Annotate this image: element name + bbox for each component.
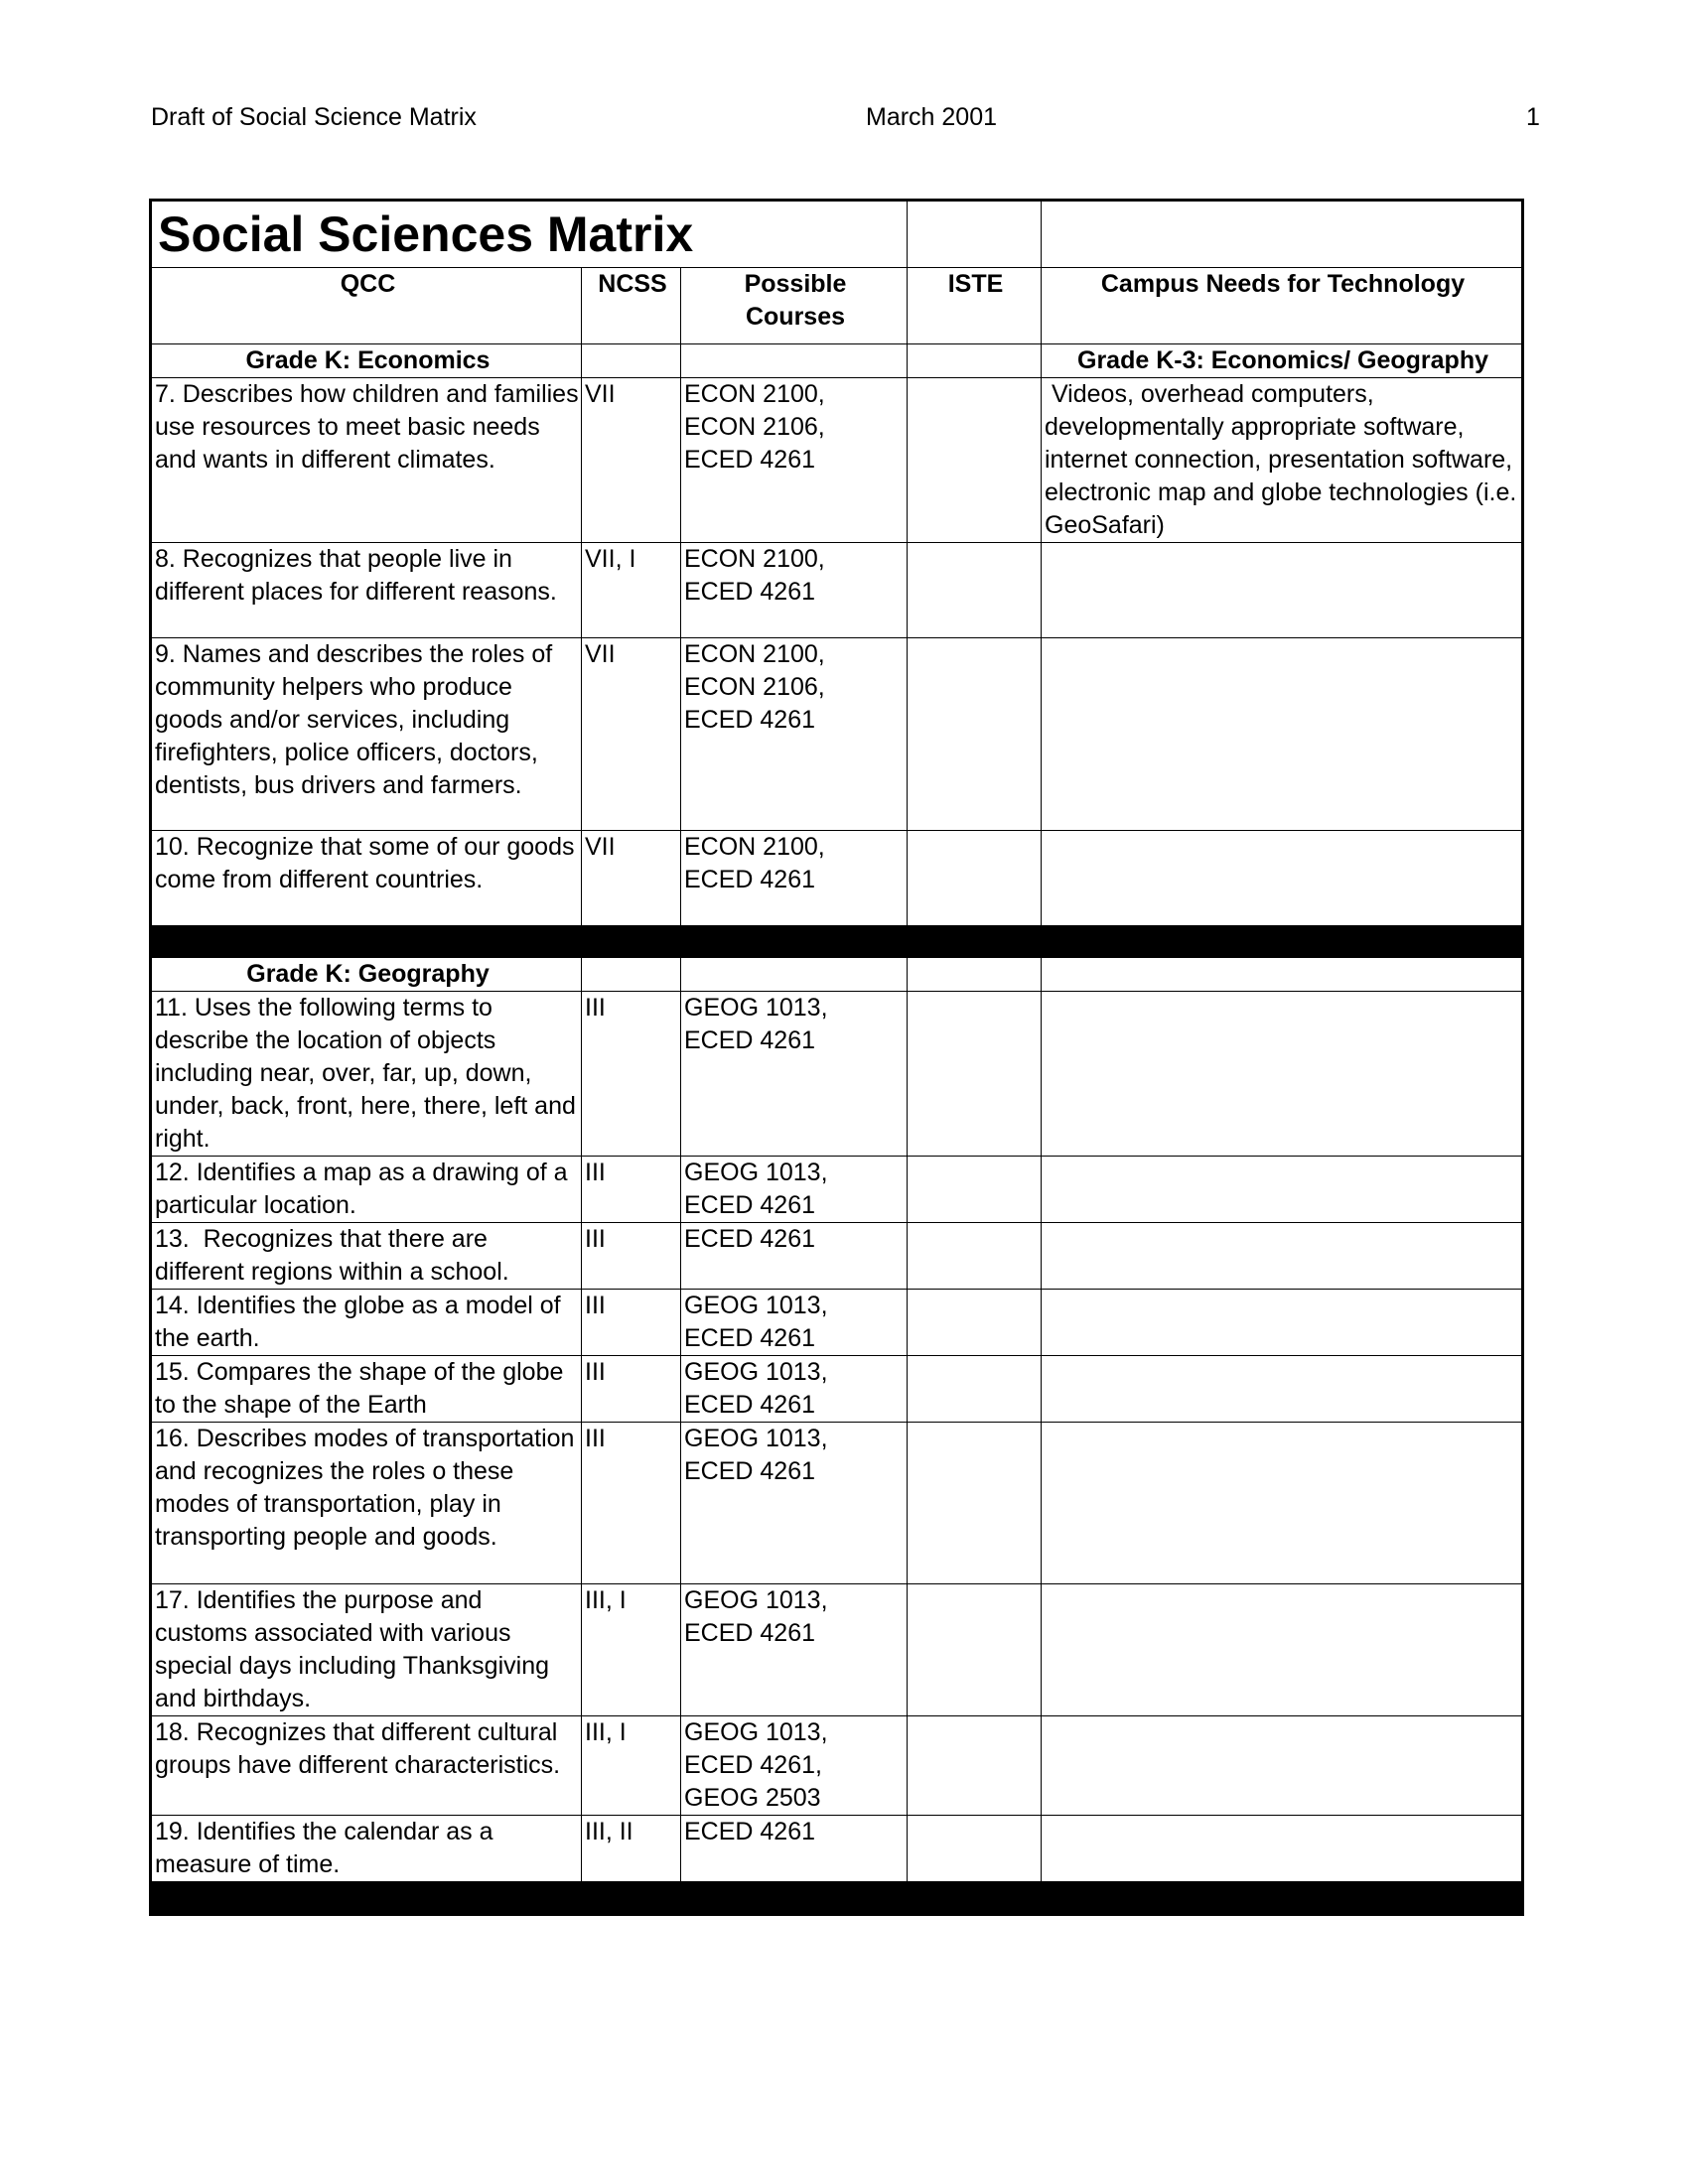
campus-needs-cell bbox=[1042, 1356, 1523, 1423]
qcc-cell: 12. Identifies a map as a drawing of a particular location. bbox=[151, 1157, 582, 1223]
column-header-qcc: QCC bbox=[151, 268, 582, 344]
courses-cell bbox=[681, 1716, 908, 1816]
course-entry: ECED 4261 bbox=[684, 446, 816, 474]
ncss-cell: III, I bbox=[582, 1716, 681, 1816]
table-row bbox=[151, 831, 1523, 926]
campus-grade-label: Grade K-3: Economics/ Geography bbox=[1042, 344, 1523, 378]
ncss-cell: III, II bbox=[582, 1816, 681, 1882]
course-entry: ECED 4261 bbox=[684, 706, 816, 734]
section-divider-bar bbox=[151, 926, 1523, 958]
campus-needs-cell bbox=[1042, 638, 1523, 831]
courses-cell bbox=[681, 831, 908, 926]
qcc-cell: 17. Identifies the purpose and customs associated with various special days including Thanksgiving and birthdays. bbox=[151, 1584, 582, 1716]
column-header-iste: ISTE bbox=[908, 268, 1042, 344]
column-header-courses bbox=[681, 268, 908, 344]
course-entry: GEOG 2503 bbox=[684, 1784, 821, 1812]
iste-cell bbox=[908, 1157, 1042, 1223]
course-entry: ECED 4261 bbox=[684, 1324, 816, 1352]
column-header-row bbox=[151, 268, 1523, 344]
course-entry: ECON 2106, bbox=[684, 673, 825, 701]
ncss-cell: III bbox=[582, 992, 681, 1157]
course-entry: ECED 4261 bbox=[684, 1225, 816, 1253]
empty-cell bbox=[582, 958, 681, 992]
ncss-cell: III bbox=[582, 1290, 681, 1356]
ncss-cell: VII bbox=[582, 638, 681, 831]
table-row bbox=[151, 1423, 1523, 1584]
iste-cell bbox=[908, 1584, 1042, 1716]
table-row bbox=[151, 1816, 1523, 1882]
iste-cell bbox=[908, 1356, 1042, 1423]
course-entry: ECED 4261 bbox=[684, 1818, 816, 1845]
course-entry: GEOG 1013, bbox=[684, 1292, 828, 1319]
campus-grade-label bbox=[1042, 958, 1523, 992]
title-row-iste-cell bbox=[908, 201, 1042, 268]
course-entry: ECON 2100, bbox=[684, 833, 825, 861]
course-entry: ECED 4261 bbox=[684, 1619, 816, 1647]
campus-needs-cell bbox=[1042, 543, 1523, 638]
course-entry: ECON 2100, bbox=[684, 380, 825, 408]
grade-row-geography bbox=[151, 958, 1523, 992]
courses-cell bbox=[681, 992, 908, 1157]
ncss-cell: III bbox=[582, 1223, 681, 1290]
grade-label: Grade K: Economics bbox=[151, 344, 582, 378]
course-entry: ECON 2100, bbox=[684, 545, 825, 573]
column-header-ncss: NCSS bbox=[582, 268, 681, 344]
page-header-left: Draft of Social Science Matrix bbox=[151, 103, 477, 131]
courses-cell bbox=[681, 1584, 908, 1716]
title-row bbox=[151, 201, 1523, 268]
social-sciences-matrix-table bbox=[149, 199, 1524, 1916]
ncss-cell: III bbox=[582, 1356, 681, 1423]
qcc-cell: 15. Compares the shape of the globe to the shape of the Earth bbox=[151, 1356, 582, 1423]
qcc-cell: 14. Identifies the globe as a model of the earth. bbox=[151, 1290, 582, 1356]
campus-needs-cell bbox=[1042, 1816, 1523, 1882]
column-header-courses-line1: Possible bbox=[744, 270, 847, 298]
iste-cell bbox=[908, 1290, 1042, 1356]
course-entry: ECED 4261, bbox=[684, 1751, 822, 1779]
course-entry: GEOG 1013, bbox=[684, 1718, 828, 1746]
course-entry: ECON 2100, bbox=[684, 640, 825, 668]
column-header-courses-line2: Courses bbox=[745, 303, 846, 331]
qcc-cell: 8. Recognizes that people live in different places for different reasons. bbox=[151, 543, 582, 638]
campus-needs-cell bbox=[1042, 1223, 1523, 1290]
course-entry: GEOG 1013, bbox=[684, 1586, 828, 1614]
table-row bbox=[151, 1716, 1523, 1816]
courses-cell bbox=[681, 1290, 908, 1356]
iste-cell bbox=[908, 378, 1042, 543]
qcc-cell: 13. Recognizes that there are different regions within a school. bbox=[151, 1223, 582, 1290]
course-entry: ECED 4261 bbox=[684, 1457, 816, 1485]
iste-cell bbox=[908, 1816, 1042, 1882]
qcc-cell: 11. Uses the following terms to describe the location of objects including near, over, far, up, down, under, back, front, here, there, left and right. bbox=[151, 992, 582, 1157]
qcc-cell: 18. Recognizes that different cultural groups have different characteristics. bbox=[151, 1716, 582, 1816]
courses-cell bbox=[681, 638, 908, 831]
ncss-cell: III, I bbox=[582, 1584, 681, 1716]
qcc-cell: 7. Describes how children and families use resources to meet basic needs and wants in different climates. bbox=[151, 378, 582, 543]
iste-cell bbox=[908, 1223, 1042, 1290]
qcc-cell: 9. Names and describes the roles of community helpers who produce goods and/or services, including firefighters, police officers, doctors, dentists, bus drivers and farmers. bbox=[151, 638, 582, 831]
iste-cell bbox=[908, 1423, 1042, 1584]
ncss-cell: VII, I bbox=[582, 543, 681, 638]
iste-cell bbox=[908, 638, 1042, 831]
empty-cell bbox=[681, 958, 908, 992]
page-header-date: March 2001 bbox=[866, 103, 998, 131]
courses-cell bbox=[681, 1223, 908, 1290]
table-row bbox=[151, 1584, 1523, 1716]
course-entry: ECED 4261 bbox=[684, 1391, 816, 1419]
title-row-campus-cell bbox=[1042, 201, 1523, 268]
campus-needs-cell bbox=[1042, 1423, 1523, 1584]
courses-cell bbox=[681, 1356, 908, 1423]
courses-cell bbox=[681, 543, 908, 638]
table-row bbox=[151, 378, 1523, 543]
course-entry: ECED 4261 bbox=[684, 578, 816, 606]
table-row bbox=[151, 1356, 1523, 1423]
campus-needs-cell bbox=[1042, 1716, 1523, 1816]
table-row bbox=[151, 992, 1523, 1157]
qcc-cell: 19. Identifies the calendar as a measure of time. bbox=[151, 1816, 582, 1882]
ncss-cell: III bbox=[582, 1423, 681, 1584]
campus-needs-cell bbox=[1042, 831, 1523, 926]
table-row bbox=[151, 543, 1523, 638]
grade-row-economics bbox=[151, 344, 1523, 378]
section-divider bbox=[151, 1882, 1523, 1915]
campus-needs-cell: Videos, overhead computers, developmentally appropriate software, internet connection, presentation software, electronic map and globe technologies (i.e. GeoSafari) bbox=[1042, 378, 1523, 543]
campus-needs-cell bbox=[1042, 1584, 1523, 1716]
qcc-cell: 16. Describes modes of transportation and recognizes the roles o these modes of transportation, play in transporting people and goods. bbox=[151, 1423, 582, 1584]
table-row bbox=[151, 1157, 1523, 1223]
iste-cell bbox=[908, 992, 1042, 1157]
course-entry: GEOG 1013, bbox=[684, 994, 828, 1022]
column-header-campus: Campus Needs for Technology bbox=[1042, 268, 1523, 344]
section-divider-bar bbox=[151, 1882, 1523, 1915]
course-entry: ECON 2106, bbox=[684, 413, 825, 441]
grade-label: Grade K: Geography bbox=[151, 958, 582, 992]
empty-cell bbox=[908, 344, 1042, 378]
ncss-cell: VII bbox=[582, 378, 681, 543]
empty-cell bbox=[908, 958, 1042, 992]
table-row bbox=[151, 638, 1523, 831]
campus-needs-cell bbox=[1042, 1290, 1523, 1356]
empty-cell bbox=[582, 344, 681, 378]
courses-cell bbox=[681, 1157, 908, 1223]
empty-cell bbox=[681, 344, 908, 378]
course-entry: GEOG 1013, bbox=[684, 1358, 828, 1386]
iste-cell bbox=[908, 831, 1042, 926]
course-entry: ECED 4261 bbox=[684, 866, 816, 893]
courses-cell bbox=[681, 1423, 908, 1584]
courses-cell bbox=[681, 1816, 908, 1882]
iste-cell bbox=[908, 1716, 1042, 1816]
courses-cell bbox=[681, 378, 908, 543]
course-entry: ECED 4261 bbox=[684, 1191, 816, 1219]
page-number: 1 bbox=[1526, 103, 1540, 131]
table-row bbox=[151, 1290, 1523, 1356]
iste-cell bbox=[908, 543, 1042, 638]
table-title: Social Sciences Matrix bbox=[151, 201, 908, 268]
ncss-cell: III bbox=[582, 1157, 681, 1223]
section-divider bbox=[151, 926, 1523, 958]
course-entry: GEOG 1013, bbox=[684, 1425, 828, 1452]
campus-needs-cell bbox=[1042, 1157, 1523, 1223]
qcc-cell: 10. Recognize that some of our goods come from different countries. bbox=[151, 831, 582, 926]
table-row bbox=[151, 1223, 1523, 1290]
course-entry: GEOG 1013, bbox=[684, 1159, 828, 1186]
campus-needs-cell bbox=[1042, 992, 1523, 1157]
course-entry: ECED 4261 bbox=[684, 1026, 816, 1054]
ncss-cell: VII bbox=[582, 831, 681, 926]
